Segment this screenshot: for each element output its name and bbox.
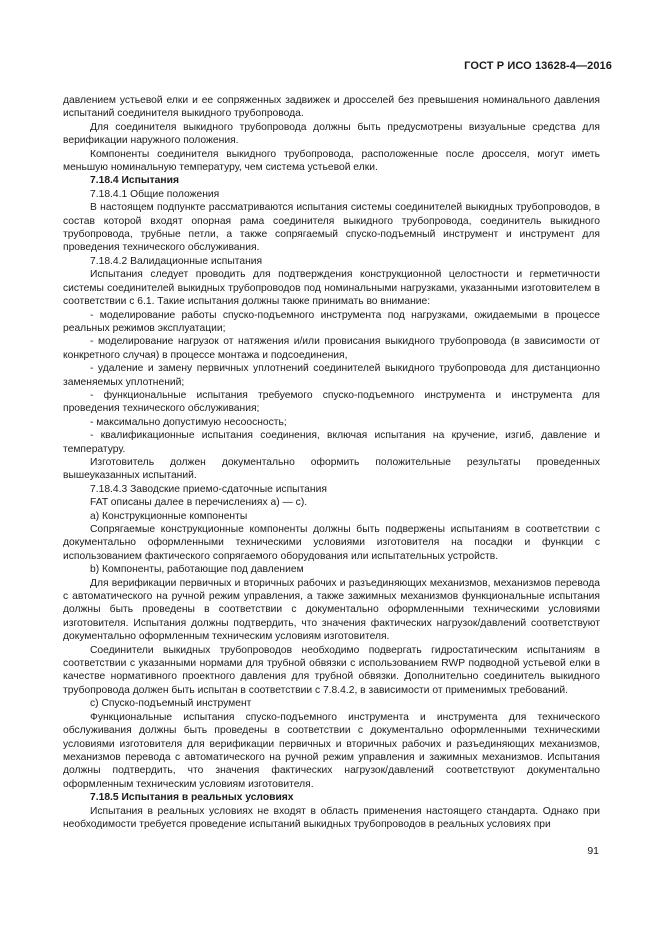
paragraph: Испытания в реальных условиях не входят в область применения настоящего стандарта. Однако при необходимости требуется проведение испытаний выкидных трубопроводов в реальных условиях при	[63, 805, 600, 830]
paragraph: - моделирование работы спуско-подъемного инструмента под нагрузками, ожидаемыми в процессе реальных режимов эксплуатации;	[63, 309, 600, 334]
paragraph: Компоненты соединителя выкидного трубопровода, расположенные после дросселя, могут иметь меньшую номинальную температуру, чем система устьевой елки.	[63, 148, 600, 174]
paragraph: - функциональные испытания требуемого спуско-подъемного инструмента и инструмента для проведения технического обслуживания;	[63, 389, 600, 415]
paragraph: Изготовитель должен документально оформить положительные результаты проведенных вышеуказанных испытаний.	[63, 456, 600, 482]
section-heading: FAT описаны далее в перечислениях а) — с).	[90, 497, 308, 509]
paragraph: - квалификационные испытания соединения, включая испытания на кручение, изгиб, давление и температуру.	[63, 430, 600, 455]
paragraph: давлением устьевой елки и ее сопряженных задвижек и дросселей без превышения номинального давления испытаний соединителя выкидного трубопровода.	[63, 95, 600, 120]
section-heading: 7.18.4 Испытания	[90, 175, 179, 187]
section-heading: 7.18.4.2 Валидационные испытания	[90, 255, 263, 267]
paragraph: Сопрягаемые конструкционные компоненты должны быть подвержены испытаниям в соответствии с документально оформленными техническими условиями изготовителя на посадки и функции с использованием фактического сопрягаемого оборудования или испытательных устройств.	[63, 524, 600, 562]
page-number: 91	[587, 845, 599, 857]
paragraph: Для соединителя выкидного трубопровода должны быть предусмотрены визуальные средства для верификации наружного положения.	[63, 121, 600, 147]
section-heading: c) Спуско-подъемный инструмент	[90, 698, 252, 710]
document-body	[63, 94, 600, 831]
section-heading: b) Компоненты, работающие под давлением	[90, 564, 304, 576]
paragraph: - моделирование нагрузок от натяжения и/или провисания выкидного трубопровода (в зависимости от конкретного случая) в процессе монтажа и подсоединения,	[63, 336, 600, 361]
section-heading: 7.18.4.3 Заводские приемо-сдаточные испытания	[90, 483, 327, 495]
paragraph: - удаление и замену первичных уплотнений соединителей выкидного трубопровода для дистанционно заменяемых уплотнений;	[63, 363, 600, 388]
paragraph: - максимально допустимую несоосность;	[90, 416, 287, 428]
paragraph: Соединители выкидных трубопроводов необходимо подвергать гидростатическим испытаниям в соответствии с указанными нормами для трубной обвязки с использованием RWP подводной устьевой елки в качестве нормативного проектного давления для трубной обвязки. Дополнительно соединитель выкидного трубопровода должен быть испытан в соответствии с 7.8.4.2, в зависимости от применимых требований.	[63, 644, 600, 696]
paragraph: Функциональные испытания спуско-подъемного инструмента и инструмента для технического обслуживания должны быть проведены в соответствии с документально оформленными техническими условиями изготовителя для верификации первичных и вторичных рабочих и разъединяющих механизмов, механизмов перевода с автоматического на ручной режим управления и зажимных механизмов. Испытания должны подтвердить, что значения фактических нагрузок/давлений соответствуют документально оформленным техническим условиям изготовителя.	[63, 711, 600, 790]
section-heading: 7.18.5 Испытания в реальных условиях	[90, 792, 294, 804]
paragraph: Испытания следует проводить для подтверждения конструкционной целостности и герметичности системы соединителей выкидных трубопроводов под номинальными нагрузками, указанными изготовителем в соответствии с 6.1. Такие испытания должны также принимать во внимание:	[63, 269, 600, 308]
paragraph: В настоящем подпункте рассматриваются испытания системы соединителей выкидных трубопроводов, в состав которой входят опорная рама соединителя выкидного трубопровода, соединитель выкидного трубопровода, трубные петли, а также сопрягаемый спуско-подъемный инструмент и инструмент для проведения технического обслуживания.	[63, 202, 600, 254]
paragraph: Для верификации первичных и вторичных рабочих и разъединяющих механизмов, механизмов перевода с автоматического на ручной режим управления, а также зажимных механизмов функциональные испытания должны быть проведены в соответствии с документально оформленными техническими условиями изготовителя. Испытания должны подтвердить, что значения фактических нагрузок/давлений соответствуют документально оформленным техническим условиям изготовителя.	[63, 577, 600, 643]
section-heading: a) Конструкционные компоненты	[90, 510, 248, 522]
standard-header: ГОСТ Р ИСО 13628-4—2016	[464, 60, 612, 72]
section-heading: 7.18.4.1 Общие положения	[90, 188, 220, 200]
